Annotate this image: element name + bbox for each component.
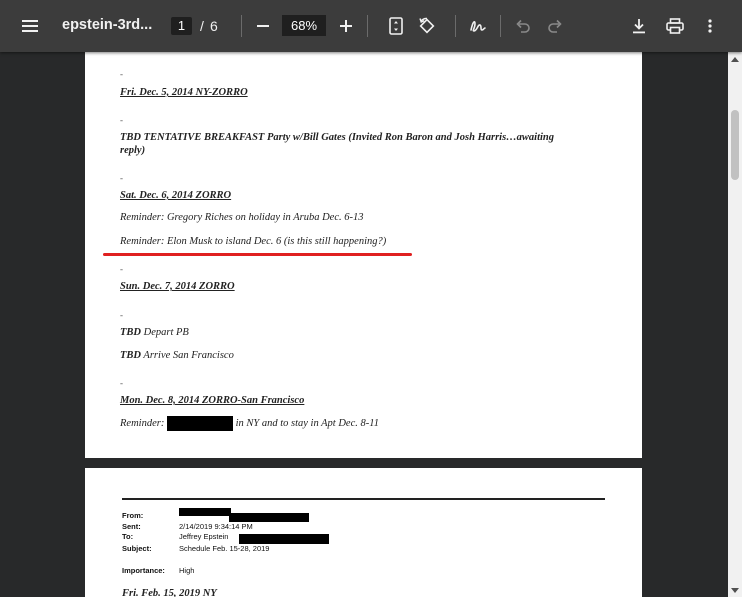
- redaction-box: [229, 513, 309, 522]
- toolbar-divider: [241, 15, 242, 37]
- redo-icon: [547, 19, 563, 33]
- toolbar-divider: [500, 15, 501, 37]
- dash-separator: -: [120, 173, 123, 183]
- download-button[interactable]: [629, 15, 649, 37]
- importance-value: High: [179, 566, 195, 575]
- zoom-in-button[interactable]: [336, 16, 356, 36]
- arrow-down-icon: [731, 588, 739, 593]
- subject-value: Schedule Feb. 15-28, 2019: [179, 544, 270, 553]
- menu-icon: [22, 20, 38, 32]
- pdf-page-1: [85, 52, 642, 458]
- importance-label: Importance:: [122, 566, 165, 575]
- pdf-page-2: [85, 468, 642, 597]
- schedule-date-heading: Mon. Dec. 8, 2014 ZORRO-San Francisco: [120, 395, 305, 406]
- annotate-button[interactable]: [467, 15, 489, 37]
- dash-separator: -: [120, 115, 123, 125]
- zoom-level-input[interactable]: 68%: [282, 15, 326, 36]
- redaction-box: [167, 416, 233, 431]
- zoom-out-button[interactable]: [253, 16, 273, 36]
- zoom-out-icon: [256, 19, 270, 33]
- more-icon: [708, 19, 712, 33]
- annotate-icon: [469, 18, 487, 34]
- document-viewer[interactable]: [0, 52, 742, 597]
- page-number-input[interactable]: 1: [171, 17, 192, 35]
- tbd-label: TBD: [120, 327, 141, 338]
- undo-button[interactable]: [513, 16, 533, 36]
- to-value: Jeffrey Epstein: [179, 532, 229, 541]
- schedule-date-heading: Fri. Dec. 5, 2014 NY-ZORRO: [120, 87, 248, 98]
- fit-page-icon: [389, 17, 403, 35]
- menu-button[interactable]: [14, 14, 46, 38]
- reminder-text: Reminder: Elon Musk to island Dec. 6 (is this still happening?): [120, 236, 387, 247]
- rotate-icon: [418, 17, 436, 35]
- schedule-entry: TBD TENTATIVE BREAKFAST Party w/Bill Gates (Invited Ron Baron and Josh Harris…awaiting: [120, 132, 555, 143]
- scroll-up-button[interactable]: [728, 52, 742, 66]
- redaction-box: [179, 508, 231, 516]
- reminder-prefix: Reminder:: [120, 417, 167, 429]
- document-title: epstein-3rd...: [62, 17, 153, 33]
- to-label: To:: [122, 532, 134, 541]
- reminder-text: [120, 416, 379, 431]
- schedule-date-heading: Sun. Dec. 7, 2014 ZORRO: [120, 281, 235, 292]
- entry-text: Arrive San Francisco: [141, 350, 234, 361]
- print-icon: [666, 18, 684, 34]
- toolbar-divider: [367, 15, 368, 37]
- undo-icon: [515, 19, 531, 33]
- dash-separator: -: [120, 310, 123, 320]
- print-button[interactable]: [664, 15, 686, 37]
- toolbar-divider: [455, 15, 456, 37]
- scrollbar-thumb[interactable]: [731, 110, 739, 180]
- rotate-button[interactable]: [416, 15, 438, 37]
- redo-button[interactable]: [545, 16, 565, 36]
- schedule-entry: [120, 327, 189, 338]
- scroll-down-button[interactable]: [728, 583, 742, 597]
- schedule-date-heading: Fri. Feb. 15, 2019 NY: [122, 588, 217, 597]
- subject-label: Subject:: [122, 544, 152, 553]
- tbd-label: TBD: [120, 350, 141, 361]
- dash-separator: -: [120, 378, 123, 388]
- sent-value: 2/14/2019 9:34:14 PM: [179, 522, 253, 531]
- dash-separator: -: [120, 264, 123, 274]
- schedule-date-heading: Sat. Dec. 6, 2014 ZORRO: [120, 190, 232, 201]
- email-header-rule: [122, 498, 605, 500]
- highlight-underline: [103, 253, 412, 256]
- entry-text: Depart PB: [141, 327, 189, 338]
- sent-label: Sent:: [122, 522, 141, 531]
- schedule-entry: reply): [120, 145, 146, 156]
- redaction-box: [239, 534, 329, 544]
- reminder-suffix: in NY and to stay in Apt Dec. 8-11: [232, 417, 379, 429]
- download-icon: [632, 18, 646, 34]
- more-actions-button[interactable]: [700, 15, 720, 37]
- pdf-toolbar: [0, 0, 742, 52]
- page-separator: /: [200, 18, 204, 34]
- page-total: 6: [210, 18, 218, 34]
- from-label: From:: [122, 511, 144, 520]
- zoom-in-icon: [339, 19, 353, 33]
- arrow-up-icon: [731, 57, 739, 62]
- dash-separator: -: [120, 69, 123, 79]
- vertical-scrollbar[interactable]: [728, 52, 742, 597]
- reminder-text: Reminder: Gregory Riches on holiday in Aruba Dec. 6-13: [120, 212, 364, 223]
- schedule-entry: [120, 350, 234, 361]
- fit-to-page-button[interactable]: [386, 15, 406, 37]
